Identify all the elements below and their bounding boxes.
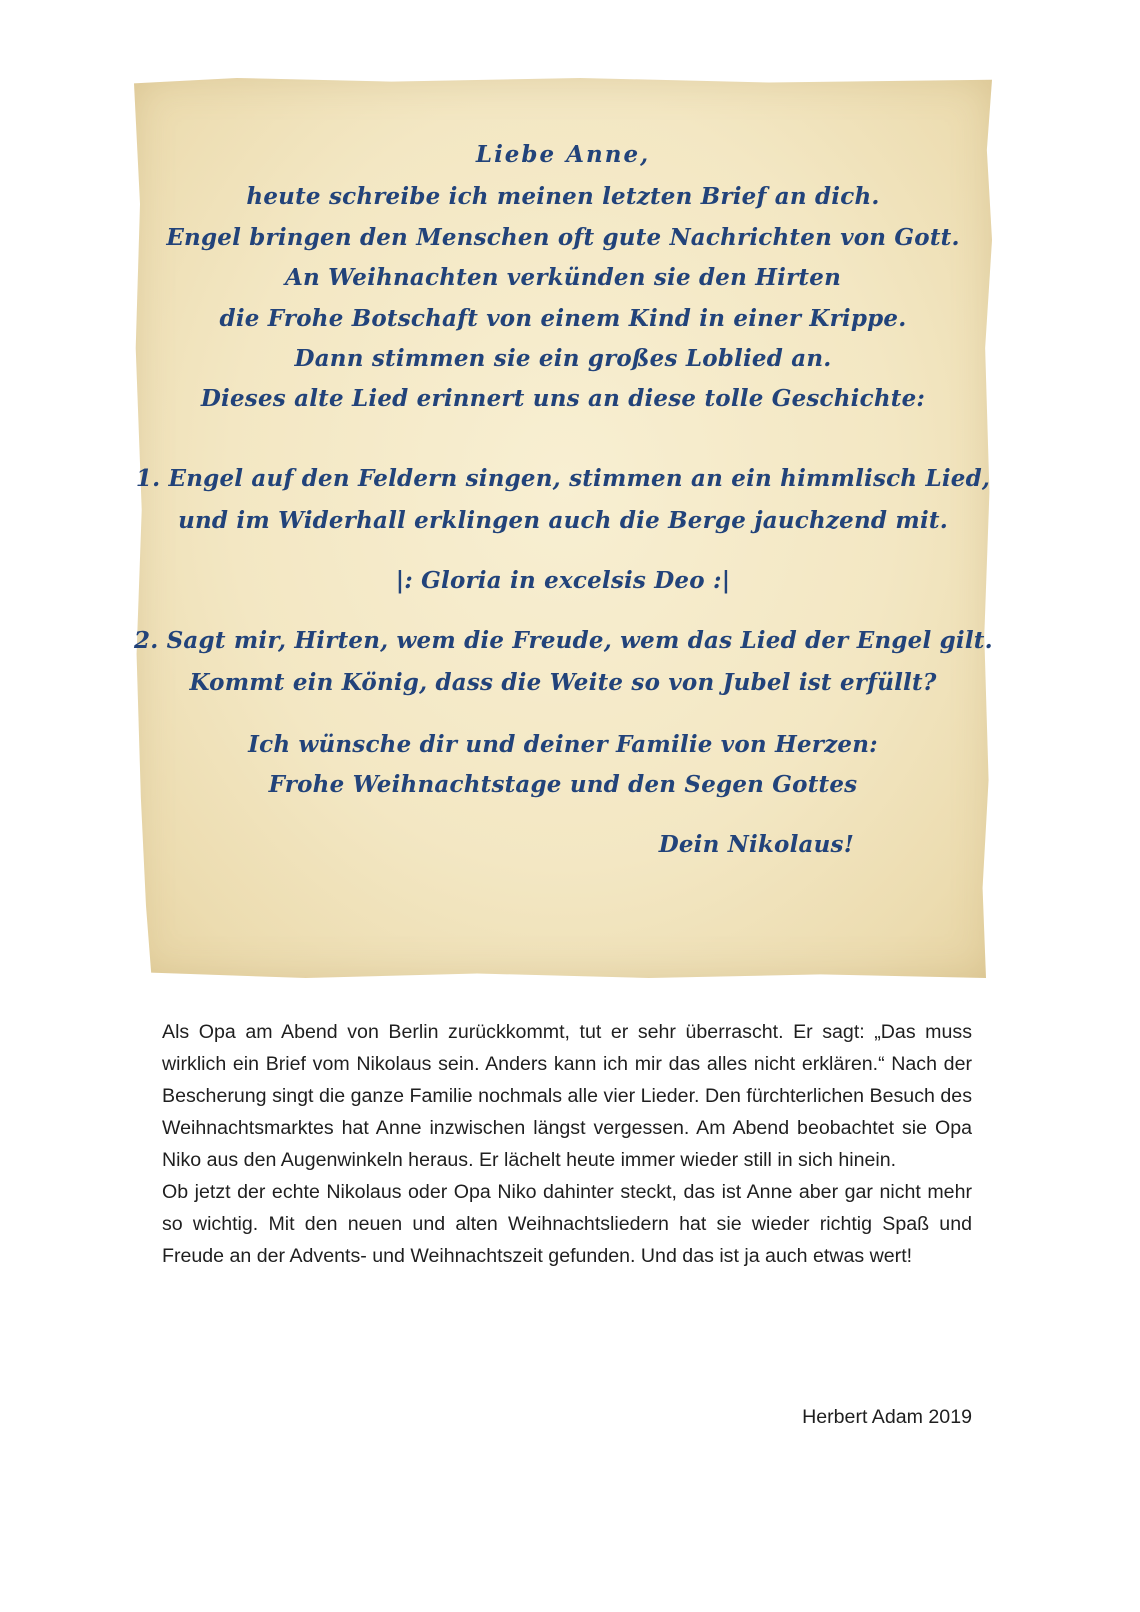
refrain: |: Gloria in excelsis Deo :| [395, 567, 731, 594]
verse1-line: 1. Engel auf den Feldern singen, stimmen an ein himmlisch Lied, [135, 465, 991, 492]
letter-line: die Frohe Botschaft von einem Kind in einer Krippe. [219, 305, 907, 332]
letter-signature: Dein Nikolaus! [658, 831, 854, 858]
verse2-line: Kommt ein König, dass die Weite so von Jubel ist erfüllt? [189, 669, 937, 696]
letter-line: Dann stimmen sie ein großes Loblied an. [294, 345, 832, 372]
letter-line: Engel bringen den Menschen oft gute Nachrichten von Gott. [166, 224, 960, 251]
letter-line: An Weihnachten verkünden sie den Hirten [284, 264, 842, 291]
letter-line: Dieses alte Lied erinnert uns an diese tolle Geschichte: [200, 385, 926, 412]
story-paragraph: Als Opa am Abend von Berlin zurückkommt, tut er sehr überrascht. Er sagt: „Das muss wirklich ein Brief vom Nikolaus sein. Anders kann ich mir das alles nicht erklären.“ Nach der Bescherung singt die ganze Familie nochmals alle vier Lieder. Den fürchterlichen Besuch des Weihnachtsmarktes hat Anne inzwischen längst vergessen. Am Abend beobachtet sie Opa Niko aus den Augenwinkeln heraus. Er lächelt heute immer wieder still in sich hinein. [162, 1021, 972, 1171]
story-paragraph: Ob jetzt der echte Nikolaus oder Opa Niko dahinter steckt, das ist Anne aber gar nicht mehr so wichtig. Mit den neuen und alten Weihnachtsliedern hat sie wieder richtig Spaß und Freude an der Advents- und Weihnachtszeit gefunden. Und das ist ja auch etwas wert! [162, 1181, 972, 1267]
verse1-line: und im Widerhall erklingen auch die Berge jauchzend mit. [178, 507, 948, 534]
author-credit: Herbert Adam 2019 [802, 1406, 972, 1428]
letter-greeting: Liebe Anne, [475, 141, 651, 168]
letter-line: heute schreibe ich meinen letzten Brief an dich. [246, 183, 880, 210]
wishes-line: Frohe Weihnachtstage und den Segen Gottes [268, 771, 858, 798]
story-text [162, 1016, 972, 1272]
letter [134, 78, 992, 978]
wishes-line: Ich wünsche dir und deiner Familie von Herzen: [248, 731, 878, 758]
verse2-line: 2. Sagt mir, Hirten, wem die Freude, wem das Lied der Engel gilt. [134, 627, 993, 654]
